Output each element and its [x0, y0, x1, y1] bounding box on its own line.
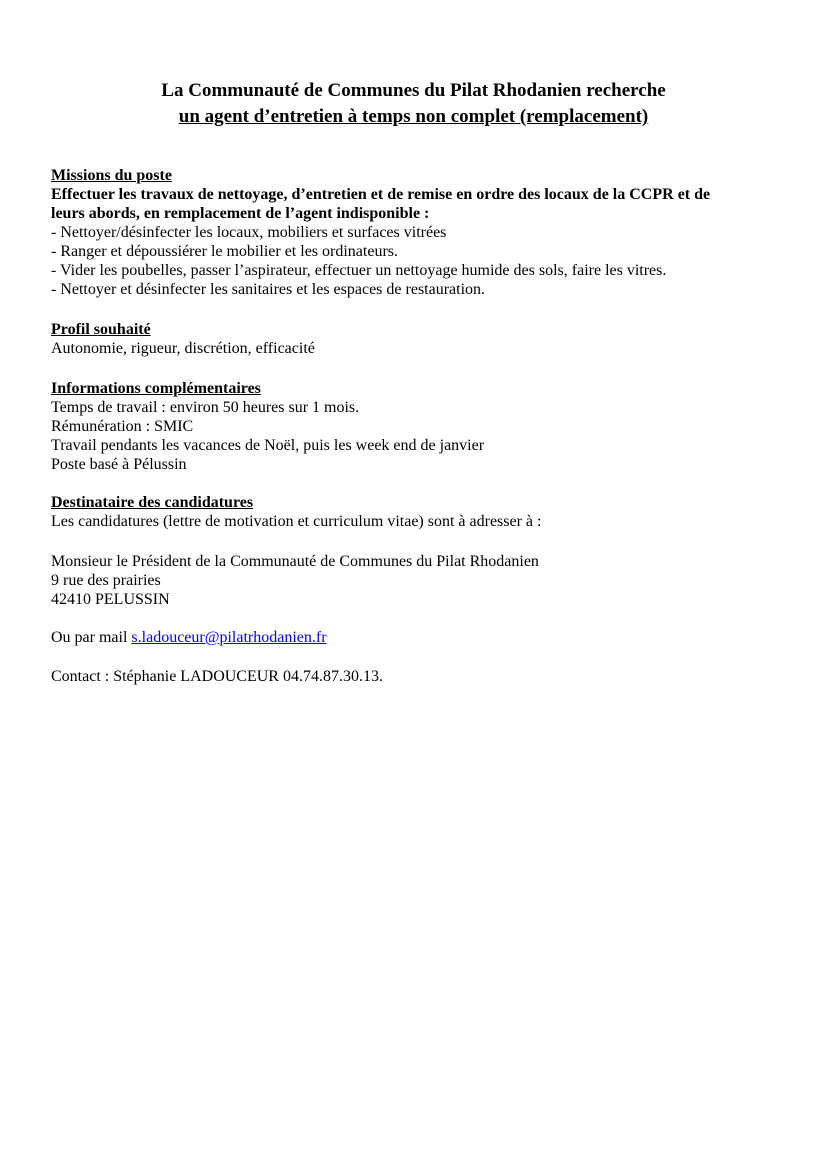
- section-missions: [51, 166, 776, 299]
- email-link[interactable]: s.ladouceur@pilatrhodanien.fr: [131, 629, 327, 646]
- section-informations: [51, 379, 776, 474]
- mail-prefix: Ou par mail: [51, 629, 132, 646]
- title-line-1: La Communauté de Communes du Pilat Rhodanien recherche: [161, 80, 666, 101]
- section-profil: [51, 320, 776, 358]
- address-block: [51, 552, 776, 609]
- destinataire-intro: Les candidatures (lettre de motivation et curriculum vitae) sont à adresser à :: [51, 513, 542, 530]
- mission-item: - Ranger et dépoussiérer le mobilier et les ordinateurs.: [51, 243, 398, 260]
- informations-heading: Informations complémentaires: [51, 380, 261, 397]
- missions-intro-line: leurs abords, en remplacement de l’agent indisponible :: [51, 205, 430, 222]
- mission-item: - Vider les poubelles, passer l’aspirateur, effectuer un nettoyage humide des sols, faire les vitres.: [51, 262, 667, 279]
- mail-line: [51, 628, 776, 647]
- information-line: Poste basé à Pélussin: [51, 456, 187, 473]
- profil-text: Autonomie, rigueur, discrétion, efficacité: [51, 340, 315, 357]
- information-line: Travail pendants les vacances de Noël, puis les week end de janvier: [51, 437, 485, 454]
- missions-intro-line: Effectuer les travaux de nettoyage, d’entretien et de remise en ordre des locaux de la CCPR et de: [51, 186, 711, 203]
- document-content: [51, 78, 776, 686]
- address-line: Monsieur le Président de la Communauté de Communes du Pilat Rhodanien: [51, 553, 539, 570]
- mission-item: - Nettoyer et désinfecter les sanitaires et les espaces de restauration.: [51, 281, 486, 298]
- title-line-2: un agent d’entretien à temps non complet (remplacement): [178, 106, 649, 127]
- destinataire-heading: Destinataire des candidatures: [51, 494, 254, 511]
- address-line: 42410 PELUSSIN: [51, 591, 170, 608]
- profil-heading: Profil souhaité: [51, 321, 151, 338]
- address-line: 9 rue des prairies: [51, 572, 161, 589]
- job-posting-title: [51, 78, 776, 130]
- missions-heading: Missions du poste: [51, 167, 172, 184]
- section-destinataire: [51, 493, 776, 686]
- information-line: Temps de travail : environ 50 heures sur 1 mois.: [51, 399, 360, 416]
- contact-line: Contact : Stéphanie LADOUCEUR 04.74.87.30.13.: [51, 668, 383, 685]
- information-line: Rémunération : SMIC: [51, 418, 194, 435]
- mission-item: - Nettoyer/désinfecter les locaux, mobiliers et surfaces vitrées: [51, 224, 447, 241]
